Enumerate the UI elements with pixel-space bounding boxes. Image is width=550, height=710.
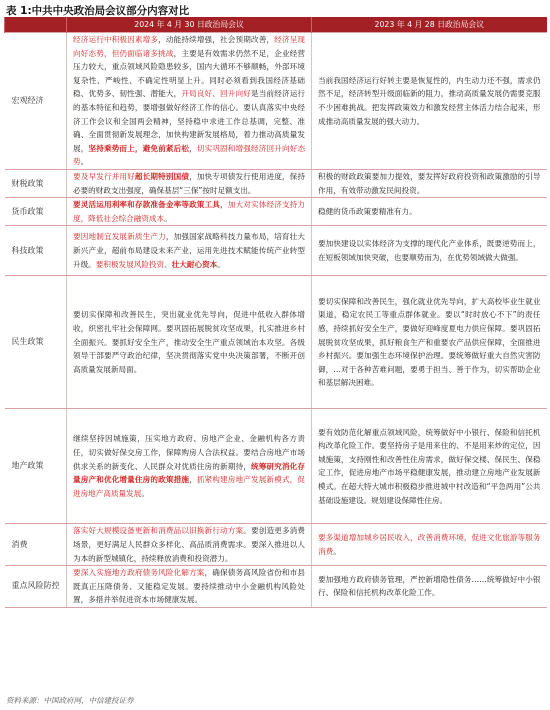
body-text: ， xyxy=(189,143,197,153)
highlight-text: 经济呈现向好态势，但仍面临诸多挑战 xyxy=(73,35,306,58)
highlight-text: 壮大耐心资本 xyxy=(171,259,218,269)
cell-2023 xyxy=(312,409,547,524)
cell-2023 xyxy=(312,226,547,276)
header-2024: 2024 年 4 月 30 日政治局会议 xyxy=(67,17,312,33)
highlight-text: 抓紧构建房地产发展新模式，促进房地产高质量发展 xyxy=(73,475,306,498)
highlight-text: 开局良好、回升向好 xyxy=(181,89,251,99)
body-text: ，确保债务高风险省份和市县既真正压降债务、又能稳定发展。要持续推动中小金融机构风险处置，多措并举促进资本市场健康发展。 xyxy=(73,568,305,605)
body-text: 。 xyxy=(217,259,225,269)
highlight-text: 要及早发行并用好 xyxy=(73,171,135,181)
comparison-table xyxy=(4,17,547,608)
cell-2023 xyxy=(312,566,547,608)
cell-2023 xyxy=(312,276,547,409)
body-text: ，加强国家战略科技力量布局，培育壮大新兴产业，超前布局建设未来产业，运用先进技术赋能传统产业转型升级。 xyxy=(73,232,305,269)
cell-2023 xyxy=(312,198,547,226)
highlight-text: 坚持乘势而上，避免前紧后松 xyxy=(88,143,190,153)
highlight-text: 加大对实体经济支持力度，降低社会综合融资成本 xyxy=(73,200,306,223)
highlight-text: 要灵活运用利率和存款准备金率等政策工具 xyxy=(73,200,221,210)
body-text: 要加强地方政府债务管理，严控新增隐性债务……统筹做好中小银行、保险和信托机构改革化险工作。 xyxy=(318,574,541,598)
table-row xyxy=(5,409,547,524)
cell-2023 xyxy=(312,169,547,197)
row-category: 民生政策 xyxy=(5,276,67,409)
table-row xyxy=(5,33,547,170)
highlight-text: 要积极发展风险投资、 xyxy=(95,259,172,269)
cell-2024 xyxy=(67,524,312,566)
body-text: 要加快建设以实体经济为支撑的现代化产业体系，既要逆势而上，在短板领域加快突破，也要顺势而为，在优势领域做大做强。 xyxy=(318,239,541,262)
header-2023: 2023 年 4 月 28 日政治局会议 xyxy=(312,17,547,33)
table-header-row xyxy=(5,17,547,33)
cell-2024 xyxy=(67,169,312,197)
table-row xyxy=(5,226,547,276)
highlight-text: 切实巩固和增强经济回升向好态势 xyxy=(73,143,306,167)
table-row xyxy=(5,198,547,226)
body-text: 积极的财政政策要加力提效，要发挥好政府投资和政策激励的引导作用，有效带动激发民间投资。 xyxy=(318,171,541,195)
cell-2024 xyxy=(67,566,312,608)
body-text: 稳健的货币政策要精准有力。 xyxy=(318,206,417,216)
row-category: 重点风险防控 xyxy=(5,566,67,608)
table-body xyxy=(5,33,547,608)
row-category: 消费 xyxy=(5,524,67,566)
source-note: 资料来源：中国政府网，中信建投证券 xyxy=(6,696,134,705)
row-category: 宏观经济 xyxy=(5,33,67,170)
header-category xyxy=(5,17,67,33)
highlight-text: 要深入实施地方政府债务风险化解方案 xyxy=(73,568,205,578)
cell-2024 xyxy=(67,33,312,170)
highlight-text: 要多渠道增加城乡居民收入，改善消费环境，促进文化旅游等服务消费 xyxy=(318,533,541,556)
table-row xyxy=(5,566,547,608)
row-category: 地产政策 xyxy=(5,409,67,524)
body-text: 。要创造更多消费场景，更好满足人民群众多样化、高品质消费需求。要深入推进以人为本的新型城镇化，持续释放消费和投资潜力。 xyxy=(73,526,306,563)
highlight-text: 落实好大规模设备更新和消费品以旧换新行动方案 xyxy=(73,526,244,536)
body-text: 是当前经济运行的基本特征和趋势，要增强做好经济工作的信心。要认真落实中央经济工作会议和全国两会精神，坚持稳中求进工作总基调，完整、准确、全面贯彻新发展理念，加快构建新发展格局，着力推动高质量发展， xyxy=(73,89,306,153)
table-row xyxy=(5,169,547,197)
body-text: 当前我国经济运行好转主要是恢复性的，内生动力还不强，需求仍然不足，经济转型升级面临新的阻力，推动高质量发展仍需要克服不少困难挑战。把发挥政策效力和激发经营主体活力结合起来，形成推动高质量发展的强大动力。 xyxy=(318,75,541,126)
cell-2023 xyxy=(312,33,547,170)
body-text: 。 xyxy=(80,157,89,167)
row-category: 货币政策 xyxy=(5,198,67,226)
highlight-text: 超长期特别国债 xyxy=(134,171,190,181)
body-text: 。 xyxy=(141,488,149,498)
highlight-text: 经济运行中积极因素增多 xyxy=(73,35,159,44)
body-text: 继续坚持因城施策，压实地方政府、房地产企业、金融机构各方责任，切实做好保交房工作，保障购房人合法权益。要结合房地产市场供求关系的新变化、人民群众对优质住房的新期待， xyxy=(73,434,305,471)
cell-2023 xyxy=(312,524,547,566)
body-text: ， xyxy=(220,200,228,210)
body-text: ，主要是有效需求仍然不足，企业经营压力较大，重点领域风险隐患较多，国内大循环不够顺畅，外部环境复杂性、严峻性、不确定性明显上升。同时必须看到我国经济基础稳、优势多、韧性强、潜能大， xyxy=(73,48,306,99)
cell-2024 xyxy=(67,409,312,524)
highlight-text: 统筹研究消化存量房产和优化增量住房的政策措施 xyxy=(73,461,306,485)
table-row xyxy=(5,524,547,566)
table-row xyxy=(5,276,547,409)
cell-2024 xyxy=(67,226,312,276)
cell-2024 xyxy=(67,276,312,409)
body-text: 。 xyxy=(164,213,172,223)
body-text: 要切实保障和改善民生，强化就业优先导向，扩大高校毕业生就业渠道，稳定农民工等重点群体就业。要以“时时放心不下”的责任感，持续抓好安全生产，要做好迎峰度夏电力供应保障。要巩固拓展脱贫攻坚成果，抓好粮食生产和重要农产品供应保障，全面推进乡村振兴。要加强生态环境保护治理。要统筹做好重大自然灾害防御，…对于各种苦难问题，要勇于担当、善于作为，切实帮助企业和基层解决困难。 xyxy=(318,296,541,388)
row-category: 科技政策 xyxy=(5,226,67,276)
highlight-text: 要因地制宜发展新质生产力 xyxy=(73,232,166,242)
body-text: ，加快专项债发行使用进度，保持必要的财政支出强度，确保基层“三保”按时足额支出。 xyxy=(73,171,306,195)
body-text: 。 xyxy=(333,546,341,556)
cell-2024 xyxy=(67,198,312,226)
body-text: ，动能持续增强，社会预期改善， xyxy=(158,35,275,44)
body-text: ， xyxy=(189,475,197,485)
body-text: 要切实保障和改善民生，突出就业优先导向，促进中低收入群体增收，织密扎牢社会保障网。要巩固拓展脱贫攻坚成果，扎实推进乡村全面振兴。要抓好安全生产，推动安全生产重点领域治本攻坚。各级领导干部要严守政治纪律，坚决贯彻落实党中央决策部署，不断开创高质量发展新局面。 xyxy=(73,310,305,374)
table-title: 表 1:中共中央政治局会议部分内容对比 xyxy=(6,5,190,17)
body-text: 要有效防范化解重点领域风险，统筹做好中小银行、保险和信托机构改革化险工作。要坚持房子是用来住的、不是用来炒的定位，因城施策，支持刚性和改善性住房需求，做好保交楼、保民生、保稳定工作，促进房地产市场平稳健康发展，推动建立房地产业发展新模式。在超大特大城市积极稳步推进城中村改造和“平急两用”公共基础设施建设。规划建设保障性住房。 xyxy=(318,427,541,505)
row-category: 财税政策 xyxy=(5,169,67,197)
